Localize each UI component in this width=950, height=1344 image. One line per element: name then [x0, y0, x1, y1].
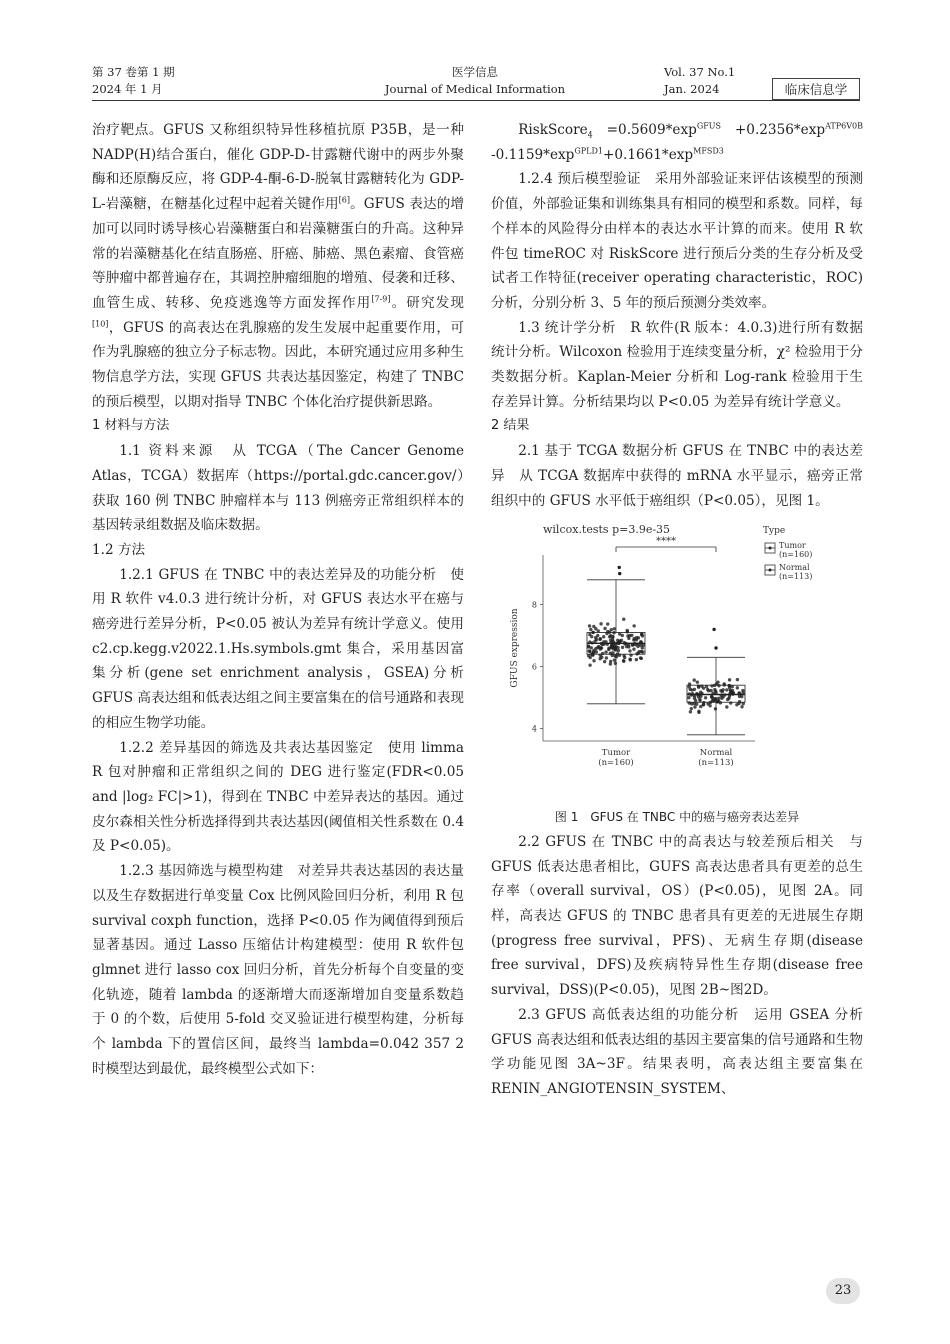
right-column — [491, 118, 863, 1102]
volume-issue: 第 37 卷第 1 期 — [92, 65, 175, 79]
data-point — [598, 657, 601, 660]
data-point — [603, 660, 606, 663]
data-point — [687, 696, 690, 699]
data-point — [588, 664, 591, 667]
data-point — [629, 658, 632, 661]
legend-count: (n=160) — [779, 550, 813, 560]
outlier-point — [618, 566, 621, 569]
intro-paragraph: 治疗靶点。GFUS 又称组织特异性移植抗原 P35B，是一种 NADP(H)结合蛋白，催化 GDP-D-甘露糖代谢中的两步外聚酶和还原酶反应，将 GDP-4-酮-6-D-脱氧甘露糖转化为 GDP-L-岩藻糖，在糖基化过程中起着关键作用[6]。GFUS 表达的增加可以同时诱导核心岩藻糖蛋白和岩藻糖蛋白的升高。这种异常的岩藻糖基化在结直肠癌、肝癌、肺癌、黑色素瘤、食管癌等肿瘤中都普遍存在，其调控肿瘤细胞的增殖、侵袭和迁移、血管生成、转移、免疫逃逸等方面发挥作用[7-9]。研究发现[10]，GFUS 的高表达在乳腺癌的发生发展中起重要作用，可作为乳腺癌的独立分子标志物。因此，本研究通过应用多种生物信息学方法，实现 GFUS 共表达基因鉴定，构建了 TNBC 的预后模型，以期对指导 TNBC 个体化治疗提供新思路。 — [92, 122, 464, 410]
method-1-2-4: 1.2.4 预后模型验证 采用外部验证来评估该模型的预测价值，外部验证集和训练集具有相同的模型和系数。同样，每个样本的风险得分由样本的表达水平计算的而来。使用 R 软件包 timeROC 对 RiskScore 进行预后分类的生存分析及受试者工作特征(receiver operating characteristic，ROC)分析，分别分析 3、5 年的预后预测分类效率。 — [491, 171, 863, 311]
data-point — [635, 658, 638, 661]
x-tick-label: Normal — [699, 748, 733, 759]
data-point — [735, 703, 738, 706]
data-point — [606, 630, 609, 633]
data-point — [589, 628, 592, 631]
data-point — [633, 637, 636, 640]
data-point — [697, 685, 700, 688]
data-point — [587, 645, 590, 648]
legend-title: Type — [763, 526, 786, 537]
data-point — [637, 636, 640, 639]
data-point — [741, 692, 744, 695]
data-point — [716, 700, 719, 703]
y-axis-label: GFUS expression — [510, 608, 520, 688]
issue-date: 2024 年 1 月 — [92, 82, 163, 96]
issue-date-en: Jan. 2024 — [664, 82, 720, 96]
data-point — [738, 692, 741, 695]
data-point — [708, 704, 711, 707]
data-point — [714, 707, 717, 710]
data-point — [690, 707, 693, 710]
data-point — [610, 628, 613, 631]
legend-key-point — [769, 569, 772, 572]
data-point — [621, 646, 624, 649]
data-point — [605, 657, 608, 660]
data-point — [606, 623, 609, 626]
data-point — [688, 702, 691, 705]
data-point — [603, 627, 606, 630]
outlier-point — [714, 647, 717, 650]
data-point — [599, 622, 602, 625]
data-point — [693, 706, 696, 709]
data-point — [738, 700, 741, 703]
result-2-2: 2.2 GFUS 在 TNBC 中的高表达与较差预后相关 与 GFUS 低表达患者相比，GUFS 高表达患者具有更差的总生存率（overall survival，OS）(P<0.05)，见图 2A。同样，高表达 GFUS 的 TNBC 患者具有更差的无进展生存期(progress free survival，PFS)、无病生存期(disease free survival，DFS)及疾病特异性生存期(disease free survival，DSS)(P<0.05)，见图 2B~图2D。 — [491, 833, 863, 999]
data-point — [729, 702, 732, 705]
data-point — [707, 689, 710, 692]
data-point — [594, 636, 597, 639]
method-1-2-3: 1.2.3 基因筛选与模型构建 对差异共表达基因的表达量以及生存数据进行单变量 Cox 比例风险回归分析，利用 R 包 survival coxph function，选择 P<0.05 作为阈值得到预后显著基因。通过 Lasso 压缩估计构建模型：使用 R 软件包 glmnet 进行 lasso cox 回归分析，首先分析每个自变量的变化轨迹，随着 lambda 的逐渐增大而逐渐增加自变量系数趋于 0 的个数，后使用 5-fold 交叉验证进行模型构建，分析每个 lambda 下的置信区间，最终当 lambda=0.042 357 2 时模型达到最优，最终模型公式如下： — [92, 863, 464, 1077]
boxplot-chart — [491, 519, 863, 805]
data-point — [616, 646, 619, 649]
method-1-2-1: 1.2.1 GFUS 在 TNBC 中的表达差异及的功能分析 使用 R 软件 v4.0.3 进行统计分析，对 GFUS 表达水平在癌与癌旁进行差异分析，P<0.05 被认为差异有统计学意义。使用 c2.cp.kegg.v2022.1.Hs.symbols.gmt 集合，采用基因富集分析(gene set enrichment analysis，GSEA)分析 GFUS 高表达组和低表达组之间主要富集在的信号通路和表现的相应生物学功能。 — [92, 566, 464, 731]
data-point — [698, 699, 701, 702]
outlier-point — [618, 572, 621, 575]
data-point — [628, 649, 631, 652]
data-point — [602, 635, 605, 638]
data-point — [612, 631, 615, 634]
risk-score-formula: RiskScore$_4$ $=0.5609*\exp^{GFUS} +0.2356*\exp^{ATP6V0B}$ $-0.1159*\exp^{GPLD1}+0.1661*\exp^{MFSD3}$ — [491, 121, 863, 163]
data-point — [627, 645, 630, 648]
method-1-2-2: 1.2.2 差异基因的筛选及共表达基因鉴定 使用 limma R 包对肿瘤和正常组织之间的 DEG 进行鉴定(FDR<0.05 and |log₂ FC|>1)，得到在 TNBC 中差异表达的基因。通过皮尔森相关性分析选择得到共表达基因(阈值相关性系数在 0.4 及 P<0.05)。 — [92, 739, 464, 855]
figure-1-boxplot — [491, 519, 863, 805]
result-2-1: 2.1 基于 TCGA 数据分析 GFUS 在 TNBC 中的表达差异 从 TCGA 数据库中获得的 mRNA 水平显示，癌旁正常组织中的 GFUS 水平低于癌组织（P<0.05），见图 1。 — [491, 443, 863, 509]
data-point — [601, 652, 604, 655]
section-heading-methods: 1 材料与方法 — [92, 418, 170, 434]
data-point — [696, 693, 699, 696]
journal-volume-en — [664, 64, 735, 98]
y-tick-label: 6 — [531, 662, 537, 672]
data-point — [717, 697, 720, 700]
data-point — [610, 654, 613, 657]
data-point — [604, 651, 607, 654]
data-point — [715, 683, 718, 686]
outlier-point — [712, 628, 715, 631]
x-tick-label: (n=160) — [598, 758, 634, 769]
data-point — [700, 692, 703, 695]
data-point — [693, 679, 696, 682]
data-point — [613, 627, 616, 630]
data-point — [641, 651, 644, 654]
data-source-paragraph: 1.1 资料来源 从 TCGA（The Cancer Genome Atlas，TCGA）数据库（https://portal.gdc.cancer.gov/）获取 160 例 TNBC 肿瘤样本与 113 例癌旁正常组织样本的基因转录组数据及临床数据。 — [92, 443, 464, 534]
data-point — [742, 702, 745, 705]
data-point — [599, 637, 602, 640]
data-point — [613, 644, 616, 647]
data-point — [627, 637, 630, 640]
data-point — [618, 633, 621, 636]
data-point — [597, 645, 600, 648]
legend-label: Tumor — [779, 541, 806, 551]
data-point — [638, 650, 641, 653]
section-heading-results: 2 结果 — [491, 418, 530, 434]
data-point — [591, 641, 594, 644]
data-point — [617, 649, 620, 652]
data-point — [740, 695, 743, 698]
data-point — [705, 685, 708, 688]
result-2-3: 2.3 GFUS 高低表达组的功能分析 运用 GSEA 分析 GFUS 高表达组和低表达组的基因主要富集的信号通路和生物学功能见图 3A~3F。结果表明，高表达组主要富集在 RENIN_ANGIOTENSIN_SYSTEM、 — [491, 1006, 863, 1097]
y-tick-label: 4 — [531, 724, 537, 734]
data-point — [639, 656, 642, 659]
section-label: 临床信息学 — [772, 78, 860, 100]
data-point — [641, 646, 644, 649]
data-point — [721, 690, 724, 693]
data-point — [632, 648, 635, 651]
data-point — [588, 650, 591, 653]
data-point — [616, 642, 619, 645]
journal-title-cn: 医学信息 — [452, 65, 498, 79]
legend-label: Normal — [779, 563, 810, 573]
legend-key-point — [769, 547, 772, 550]
data-point — [688, 685, 691, 688]
data-point — [629, 654, 632, 657]
data-point — [720, 697, 723, 700]
data-point — [632, 624, 635, 627]
data-point — [740, 705, 743, 708]
legend-count: (n=113) — [779, 572, 813, 582]
data-point — [639, 641, 642, 644]
data-point — [591, 653, 594, 656]
data-point — [728, 678, 731, 681]
data-point — [622, 618, 625, 621]
data-point — [631, 643, 634, 646]
header-divider — [92, 100, 860, 101]
data-point — [736, 678, 739, 681]
data-point — [725, 688, 728, 691]
data-point — [609, 663, 612, 666]
x-tick-label: Tumor — [601, 748, 631, 759]
data-point — [641, 634, 644, 637]
data-point — [714, 690, 717, 693]
data-point — [587, 654, 590, 657]
data-point — [722, 682, 725, 685]
data-point — [622, 660, 625, 663]
figure-1-caption: 图 1 GFUS 在 TNBC 中的癌与癌旁表达差异 — [554, 810, 800, 825]
x-tick-label: (n=113) — [698, 758, 734, 769]
left-column — [92, 118, 464, 1081]
data-point — [590, 635, 593, 638]
data-point — [592, 659, 595, 662]
data-point — [613, 659, 616, 662]
data-point — [591, 631, 594, 634]
data-point — [696, 681, 699, 684]
data-point — [618, 654, 621, 657]
data-point — [726, 698, 729, 701]
data-point — [697, 711, 700, 714]
data-point — [736, 686, 739, 689]
data-point — [689, 710, 692, 713]
subheading-methods: 1.2 方法 — [92, 541, 146, 558]
chart-title: wilcox.tests p=3.9e-35 — [543, 523, 671, 537]
data-point — [711, 699, 714, 702]
data-point — [731, 685, 734, 688]
page-number: 23 — [826, 1278, 860, 1304]
data-point — [588, 624, 591, 627]
significance-label: **** — [656, 536, 676, 548]
data-point — [694, 699, 697, 702]
data-point — [614, 662, 617, 665]
data-point — [725, 705, 728, 708]
data-point — [609, 634, 612, 637]
volume-issue-en: Vol. 37 No.1 — [664, 65, 736, 79]
data-point — [607, 647, 610, 650]
data-point — [626, 630, 629, 633]
data-point — [690, 694, 693, 697]
data-point — [695, 703, 698, 706]
data-point — [601, 643, 604, 646]
data-point — [702, 687, 705, 690]
data-point — [730, 691, 733, 694]
data-point — [704, 696, 707, 699]
journal-title-en: Journal of Medical Information — [384, 82, 566, 96]
data-point — [702, 703, 705, 706]
data-point — [597, 629, 600, 632]
data-point — [623, 656, 626, 659]
method-1-3: 1.3 统计学分析 R 软件(R 版本：4.0.3)进行所有数据统计分析。Wilcoxon 检验用于连续变量分析，χ² 检验用于分类数据分析。Kaplan-Meier 分析和 Log-rank 检验用于生存差异计算。分析结果均以 P<0.05 为差异有统计学意义。 — [491, 319, 863, 410]
data-point — [690, 689, 693, 692]
y-tick-label: 8 — [531, 600, 537, 610]
data-point — [615, 655, 618, 658]
